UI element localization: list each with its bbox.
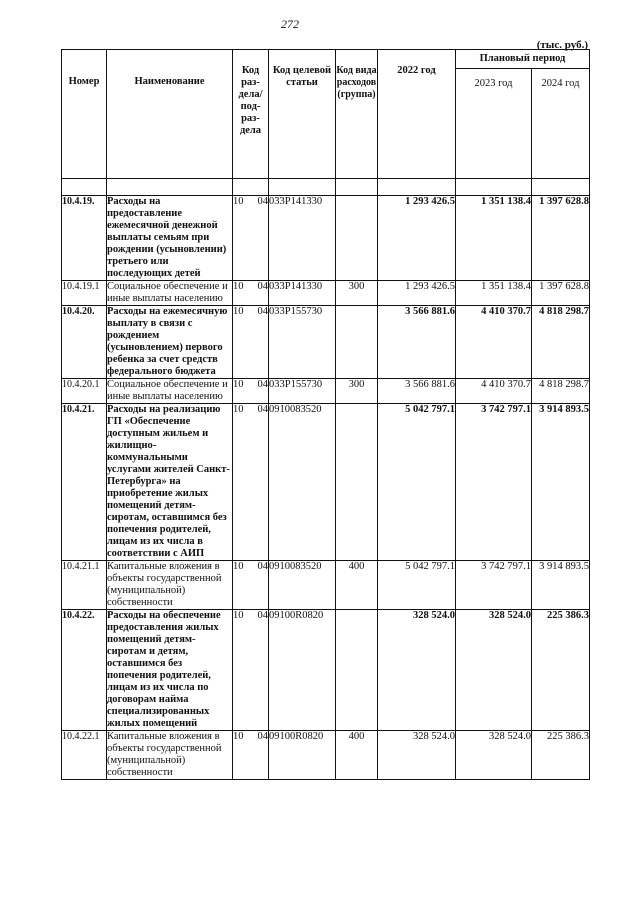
row-amount-2024: 1 397 628.8 xyxy=(532,196,590,281)
row-amount-2023: 1 351 138.4 xyxy=(456,196,532,281)
table-row xyxy=(62,561,590,610)
row-section: 10 xyxy=(233,379,244,390)
table-row xyxy=(62,306,590,379)
row-target-code: 0910083520 xyxy=(269,561,336,610)
row-razdel xyxy=(233,196,269,281)
row-subsection: 04 xyxy=(257,731,268,742)
table-row xyxy=(62,404,590,561)
row-number: 10.4.21.1 xyxy=(62,561,107,610)
row-amount-2022: 1 293 426.5 xyxy=(378,281,456,306)
header-spacer xyxy=(62,179,590,196)
table-row xyxy=(62,281,590,306)
budget-table xyxy=(61,49,590,780)
row-amount-2023: 4 410 370.7 xyxy=(456,306,532,379)
row-number: 10.4.19. xyxy=(62,196,107,281)
page-number: 272 xyxy=(281,17,299,31)
row-target-code: 033P155730 xyxy=(269,306,336,379)
row-razdel xyxy=(233,306,269,379)
row-name: Расходы на обеспечение предоставления жилых помещений детям-сиротам и детям, оставшимся без попечения родителей, лицам из их числа по договорам найма специализированных жилых помещений xyxy=(107,610,233,731)
row-name: Капитальные вложения в объекты государственной (муниципальной) собственности xyxy=(107,561,233,610)
row-subsection: 04 xyxy=(257,196,268,207)
row-subsection: 04 xyxy=(257,379,268,390)
row-amount-2023: 3 742 797.1 xyxy=(456,404,532,561)
row-amount-2023: 328 524.0 xyxy=(456,610,532,731)
row-amount-2023: 3 742 797.1 xyxy=(456,561,532,610)
row-number: 10.4.22.1 xyxy=(62,731,107,780)
table-row xyxy=(62,610,590,731)
row-amount-2022: 1 293 426.5 xyxy=(378,196,456,281)
header-year-2023: 2023 год xyxy=(456,69,532,179)
row-amount-2022: 5 042 797.1 xyxy=(378,561,456,610)
row-razdel xyxy=(233,281,269,306)
row-amount-2024: 3 914 893.5 xyxy=(532,561,590,610)
row-name: Социальное обеспечение и иные выплаты населению xyxy=(107,281,233,306)
row-razdel xyxy=(233,561,269,610)
row-razdel xyxy=(233,379,269,404)
row-razdel xyxy=(233,731,269,780)
row-name: Расходы на предоставление ежемесячной денежной выплаты семьям при рождении (усыновлении) третьего или последующих детей xyxy=(107,196,233,281)
row-amount-2024: 4 818 298.7 xyxy=(532,379,590,404)
row-amount-2022: 328 524.0 xyxy=(378,610,456,731)
row-name: Расходы на реализацию ГП «Обеспечение доступным жильем и жилищно-коммунальными услугами жителей Санкт-Петербурга» на приобретение жилых помещений детям-сиротам, оставшимся без попечения родителей, лицам из их числа в соответствии с АИП xyxy=(107,404,233,561)
row-expense-type: 300 xyxy=(336,281,378,306)
row-amount-2023: 328 524.0 xyxy=(456,731,532,780)
table-row xyxy=(62,196,590,281)
row-amount-2024: 1 397 628.8 xyxy=(532,281,590,306)
units-label: (тыс. руб.) xyxy=(536,39,588,51)
row-section: 10 xyxy=(233,404,244,415)
header-target-code: Код целевой статьи xyxy=(269,50,336,179)
row-subsection: 04 xyxy=(257,306,268,317)
row-amount-2022: 5 042 797.1 xyxy=(378,404,456,561)
row-number: 10.4.22. xyxy=(62,610,107,731)
table-row xyxy=(62,731,590,780)
row-amount-2024: 3 914 893.5 xyxy=(532,404,590,561)
row-target-code: 0910083520 xyxy=(269,404,336,561)
row-section: 10 xyxy=(233,306,244,317)
row-expense-type: 400 xyxy=(336,561,378,610)
row-amount-2024: 225 386.3 xyxy=(532,610,590,731)
row-subsection: 04 xyxy=(257,281,268,292)
row-expense-type xyxy=(336,196,378,281)
row-expense-type xyxy=(336,610,378,731)
header-plan-period: Плановый период xyxy=(456,50,590,69)
row-section: 10 xyxy=(233,561,244,572)
header-expense-type: Код вида расходов (группа) xyxy=(336,50,378,179)
table-body xyxy=(62,196,590,780)
row-expense-type xyxy=(336,404,378,561)
row-razdel xyxy=(233,404,269,561)
header-razdel: Код раз-дела/ под-раз-дела xyxy=(233,50,269,179)
row-amount-2023: 1 351 138.4 xyxy=(456,281,532,306)
table-row xyxy=(62,379,590,404)
row-section: 10 xyxy=(233,731,244,742)
row-number: 10.4.21. xyxy=(62,404,107,561)
row-section: 10 xyxy=(233,196,244,207)
row-target-code: 033P155730 xyxy=(269,379,336,404)
row-expense-type xyxy=(336,306,378,379)
row-razdel xyxy=(233,610,269,731)
row-amount-2022: 3 566 881.6 xyxy=(378,306,456,379)
row-name: Капитальные вложения в объекты государственной (муниципальной) собственности xyxy=(107,731,233,780)
row-section: 10 xyxy=(233,281,244,292)
row-amount-2024: 4 818 298.7 xyxy=(532,306,590,379)
row-subsection: 04 xyxy=(257,561,268,572)
header-year-2024: 2024 год xyxy=(532,69,590,179)
row-amount-2024: 225 386.3 xyxy=(532,731,590,780)
row-section: 10 xyxy=(233,610,244,621)
row-target-code: 09100R0820 xyxy=(269,731,336,780)
row-target-code: 033P141330 xyxy=(269,196,336,281)
row-expense-type: 300 xyxy=(336,379,378,404)
row-expense-type: 400 xyxy=(336,731,378,780)
row-amount-2022: 328 524.0 xyxy=(378,731,456,780)
row-name: Расходы на ежемесячную выплату в связи с рождением (усыновлением) первого ребенка за счет средств федерального бюджета xyxy=(107,306,233,379)
table-header xyxy=(62,50,590,196)
row-amount-2022: 3 566 881.6 xyxy=(378,379,456,404)
row-number: 10.4.19.1 xyxy=(62,281,107,306)
row-subsection: 04 xyxy=(257,610,268,621)
row-number: 10.4.20. xyxy=(62,306,107,379)
row-amount-2023: 4 410 370.7 xyxy=(456,379,532,404)
header-number: Номер xyxy=(62,50,107,179)
row-target-code: 09100R0820 xyxy=(269,610,336,731)
row-subsection: 04 xyxy=(257,404,268,415)
header-year-2022: 2022 год xyxy=(378,50,456,179)
row-number: 10.4.20.1 xyxy=(62,379,107,404)
row-target-code: 033P141330 xyxy=(269,281,336,306)
row-name: Социальное обеспечение и иные выплаты населению xyxy=(107,379,233,404)
header-name: Наименование xyxy=(107,50,233,179)
